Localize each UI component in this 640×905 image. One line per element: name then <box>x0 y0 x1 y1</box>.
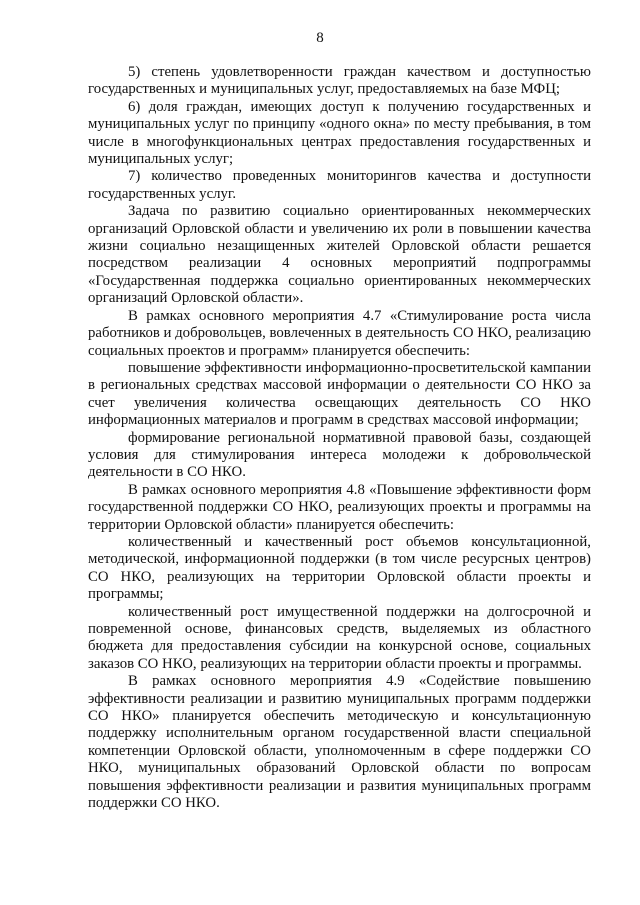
paragraph-measure-4-9: В рамках основного мероприятия 4.9 «Содействие повышению эффективности реализации и развитию муниципальных программ поддержки СО НКО» планируется обеспечить методическую и консультационную поддержку исполнительным органом государственной власти специальной компетенции Орловской области, уполномоченным в сфере поддержки СО НКО, муниципальных образований Орловской области по вопросам повышения эффективности реализации и развития муниципальных программ поддержки СО НКО. <box>88 673 591 812</box>
paragraph-measure-4-7-item-2: формирование региональной нормативной правовой базы, создающей условия для стимулирования интереса молодежи к добровольческой деятельности в СО НКО. <box>88 429 591 481</box>
page-number: 8 <box>316 30 324 46</box>
paragraph-indicator-5: 5) степень удовлетворенности граждан качеством и доступностью государственных и муниципальных услуг, предоставляемых на базе МФЦ; <box>88 64 591 98</box>
paragraph-measure-4-8-item-2: количественный рост имущественной поддержки на долгосрочной и повременной основе, финансовых средств, выделяемых из областного бюджета для предоставления субсидии на конкурсной основе, социальных заказов СО НКО, реализующих на территории области проекты и программы. <box>88 603 591 672</box>
paragraph-measure-4-8-item-1: количественный и качественный рост объемов консультационной, методической, информационной поддержки (в том числе ресурсных центров) СО НКО, реализующих на территории Орловской области проекты и программы; <box>88 533 591 603</box>
paragraph-measure-4-8: В рамках основного мероприятия 4.8 «Повышение эффективности форм государственной поддержки СО НКО, реализующих проекты и программы на территории Орловской области» планируется обеспечить: <box>88 481 591 533</box>
paragraph-indicator-6: 6) доля граждан, имеющих доступ к получению государственных и муниципальных услуг по принципу «одного окна» по месту пребывания, в том числе в многофункциональных центрах предоставления государственных и муниципальных услуг; <box>88 98 591 168</box>
paragraph-measure-4-7-item-1: повышение эффективности информационно-просветительской кампании в региональных средствах массовой информации о деятельности СО НКО за счет увеличения количества освещающих деятельность СО НКО информационных материалов и программ в средствах массовой информации; <box>88 359 591 429</box>
paragraph-nko-task: Задача по развитию социально ориентированных некоммерческих организаций Орловской области и увеличению их роли в повышении качества жизни социально незащищенных жителей Орловской области решается посредством реализации 4 основных мероприятий подпрограммы «Государственная поддержка социально ориентированных некоммерческих организаций Орловской области». <box>88 203 591 307</box>
paragraph-indicator-7: 7) количество проведенных мониторингов качества и доступности государственных услуг. <box>88 168 591 202</box>
document-body <box>88 64 591 812</box>
paragraph-measure-4-7: В рамках основного мероприятия 4.7 «Стимулирование роста числа работников и добровольцев, вовлеченных в деятельность СО НКО, реализацию социальных проектов и программ» планируется обеспечить: <box>88 307 591 359</box>
